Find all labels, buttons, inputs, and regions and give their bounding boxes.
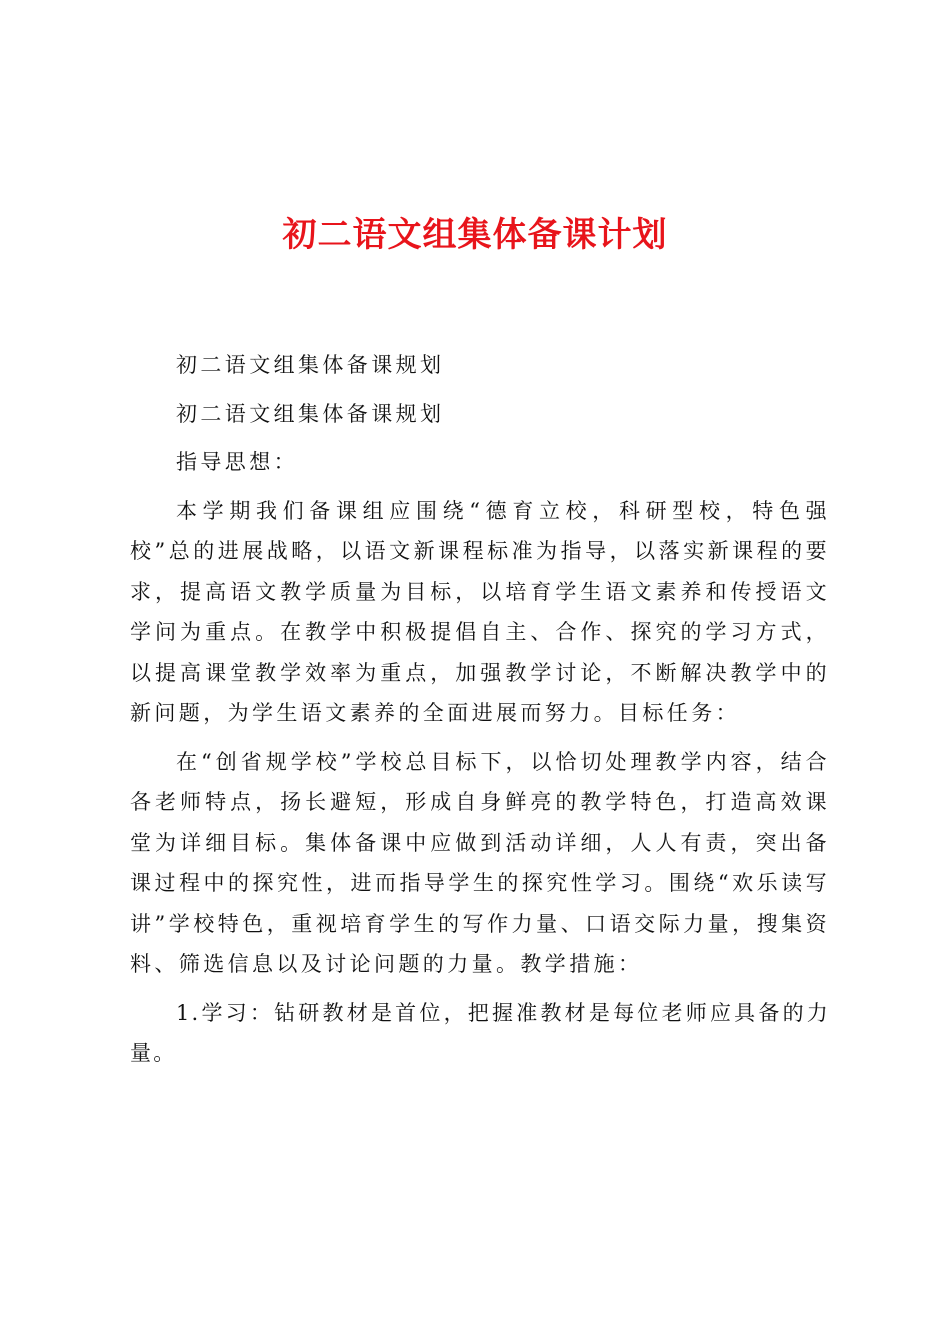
- document-title: 初二语文组集体备课计划: [282, 215, 668, 255]
- spacer: [130, 386, 830, 394]
- spacer: [130, 734, 830, 742]
- heading-line-2: 初二语文组集体备课规划: [176, 401, 445, 426]
- spacer: [130, 483, 830, 491]
- paragraph-measures: 1.学习：钻研教材是首位，把握准教材是每位老师应具备的力量。: [130, 1000, 830, 1065]
- document-body: [130, 345, 830, 1074]
- spacer: [130, 434, 830, 442]
- paragraph-guiding-thought: 本学期我们备课组应围绕“德育立校，科研型校，特色强校”总的进展战略，以语文新课程标准为指导，以落实新课程的要求，提高语文教学质量为目标，以培育学生语文素养和传授语文学问为重点。在教学中积极提倡自主、合作、探究的学习方式，以提高课堂教学效率为重点，加强教学讨论，不断解决教学中的新问题，为学生语文素养的全面进展而努力。目标任务：: [130, 498, 830, 725]
- section-label: 指导思想：: [176, 450, 298, 474]
- paragraph-goals: 在“创省规学校”学校总目标下，以恰切处理教学内容，结合各老师特点，扬长避短，形成自身鲜亮的教学特色，打造高效课堂为详细目标。集体备课中应做到活动详细，人人有责，突出备课过程中的探究性，进而指导学生的探究性学习。围绕“欢乐读写讲”学校特色，重视培育学生的写作力量、口语交际力量，搜集资料、筛选信息以及讨论问题的力量。教学措施：: [130, 749, 830, 976]
- heading-line-1: 初二语文组集体备课规划: [176, 353, 445, 377]
- spacer: [130, 985, 830, 993]
